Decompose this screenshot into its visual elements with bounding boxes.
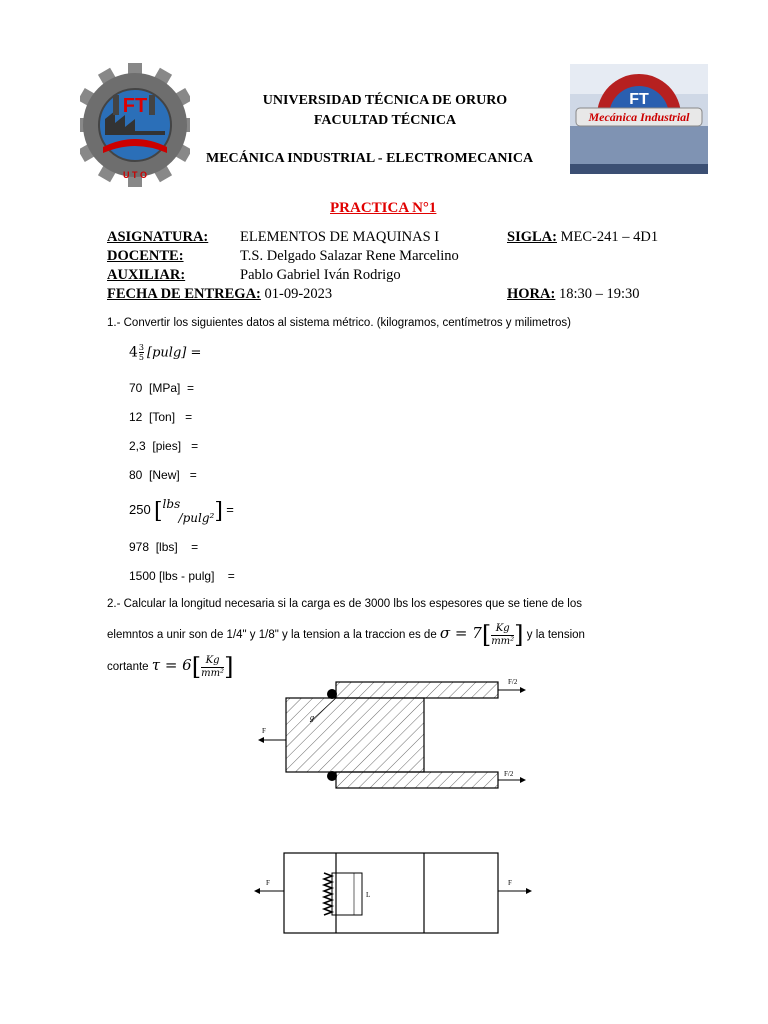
mixed-den: 5: [138, 353, 145, 362]
conversion-item: [129, 439, 198, 453]
unit-num: Kg: [201, 655, 224, 668]
item-unit: [lbs]: [155, 540, 178, 554]
asignatura-row: [107, 229, 208, 247]
question-2-line1: 2.- Calcular la longitud necesaria si la carga es de 3000 lbs los espesores que se tiene de los: [107, 598, 582, 610]
docente-row: [107, 248, 184, 266]
practice-title: PRACTICA N°1: [330, 200, 437, 216]
item-eq: =: [191, 540, 199, 554]
logo-left-text: FT: [122, 95, 148, 117]
career-name: MECÁNICA INDUSTRIAL - ELECTROMECANICA: [206, 151, 534, 166]
q2-text-b: y la tension: [526, 629, 585, 642]
unit-den: mm²: [491, 635, 515, 647]
conversion-item: [129, 410, 192, 424]
item-eq: =: [187, 381, 195, 395]
university-name: UNIVERSIDAD TÉCNICA DE ORURO: [262, 93, 508, 108]
asignatura-value: ELEMENTOS DE MAQUINAS I: [240, 229, 440, 245]
fecha-row: [107, 286, 332, 304]
mixed-num: 3: [138, 343, 145, 352]
item-eq: =: [227, 569, 235, 583]
item-value: 2,3: [129, 439, 146, 453]
question-1-text: 1.- Convertir los siguientes datos al sistema métrico. (kilogramos, centímetros y milimetros): [107, 317, 571, 329]
q2-text-c: cortante: [107, 661, 149, 674]
plan-left-force-label: F: [266, 879, 270, 887]
conversion-item: [129, 381, 194, 395]
unit-num: Kg: [491, 623, 514, 636]
item-value: 12: [129, 410, 143, 424]
auxiliar-value: Pablo Gabriel Iván Rodrigo: [240, 267, 401, 283]
weld-elevation-diagram: [250, 670, 540, 800]
tau-expr: τ = 6: [151, 656, 192, 675]
fecha-value: 01-09-2023: [264, 286, 333, 302]
pressure-eq: =: [226, 501, 234, 517]
fecha-label: FECHA DE ENTREGA:: [107, 286, 261, 302]
bottom-force-label: F/2: [504, 770, 514, 778]
conversion-pressure: 250 [ lbs /pulg² ] =: [129, 497, 234, 525]
plan-length-label: L: [366, 891, 371, 899]
plan-right-force-label: F: [508, 879, 512, 887]
item-eq: =: [185, 410, 193, 424]
docente-label: DOCENTE:: [107, 248, 184, 264]
conversion-mixed-fraction: [129, 343, 201, 362]
auxiliar-label: AUXILIAR:: [107, 267, 186, 283]
conversion-item: [129, 468, 197, 482]
item-unit: [New]: [149, 468, 180, 482]
logo-right-banner: Mecánica Industrial: [588, 110, 690, 124]
item-unit: [lbs - pulg]: [159, 569, 215, 583]
hora-label: HORA:: [507, 286, 556, 302]
conversion-item: [129, 569, 235, 583]
logo-left-ring: U T O: [123, 170, 147, 180]
sigla: [507, 229, 658, 247]
career-logo-right: [570, 64, 708, 174]
left-force-label: F: [262, 727, 266, 735]
top-force-label: F/2: [508, 678, 518, 686]
item-unit: [MPa]: [149, 381, 181, 395]
docente-value: T.S. Delgado Salazar Rene Marcelino: [240, 248, 459, 264]
question-2-line2: elemntos a unir son de 1/4" y 1/8" y la tension a la traccion es de σ = 7[ $\frac{Kg}{\text{mm²}}$ ] y la tension: [107, 621, 585, 649]
conversion-item: [129, 540, 198, 554]
auxiliar-row: [107, 267, 185, 285]
pressure-den: pulg²: [182, 511, 215, 525]
item-unit: [Ton]: [149, 410, 176, 424]
mixed-unit: [pulg] =: [147, 345, 202, 361]
q2-text-a: elemntos a unir son de 1/4" y 1/8" y la tension a la traccion es de: [107, 629, 437, 642]
asignatura-label: ASIGNATURA:: [107, 229, 209, 245]
item-eq: =: [191, 439, 199, 453]
hora-value: 18:30 – 19:30: [558, 286, 640, 302]
logo-right-text: FT: [629, 91, 649, 108]
sigma-expr: σ = 7: [439, 624, 482, 643]
pressure-value: 250: [129, 501, 151, 517]
weld-label: g: [310, 713, 314, 722]
item-value: 1500: [129, 569, 156, 583]
sigla-value: MEC-241 – 4D1: [560, 229, 659, 245]
mixed-whole: 4: [129, 344, 138, 361]
faculty-logo-left: [80, 60, 190, 190]
item-value: 70: [129, 381, 143, 395]
weld-plan-diagram: [250, 845, 550, 940]
hora: [507, 286, 640, 304]
item-eq: =: [189, 468, 197, 482]
item-value: 978: [129, 540, 150, 554]
item-unit: [pies]: [152, 439, 182, 453]
pressure-num: lbs: [162, 497, 181, 511]
unit-den: mm²: [201, 667, 225, 679]
item-value: 80: [129, 468, 143, 482]
faculty-name: FACULTAD TÉCNICA: [313, 113, 457, 128]
question-2-line3: cortante τ = 6[ $\frac{Kg}{\text{mm²}}$ ]: [107, 653, 234, 681]
sigla-label: SIGLA:: [507, 229, 557, 245]
